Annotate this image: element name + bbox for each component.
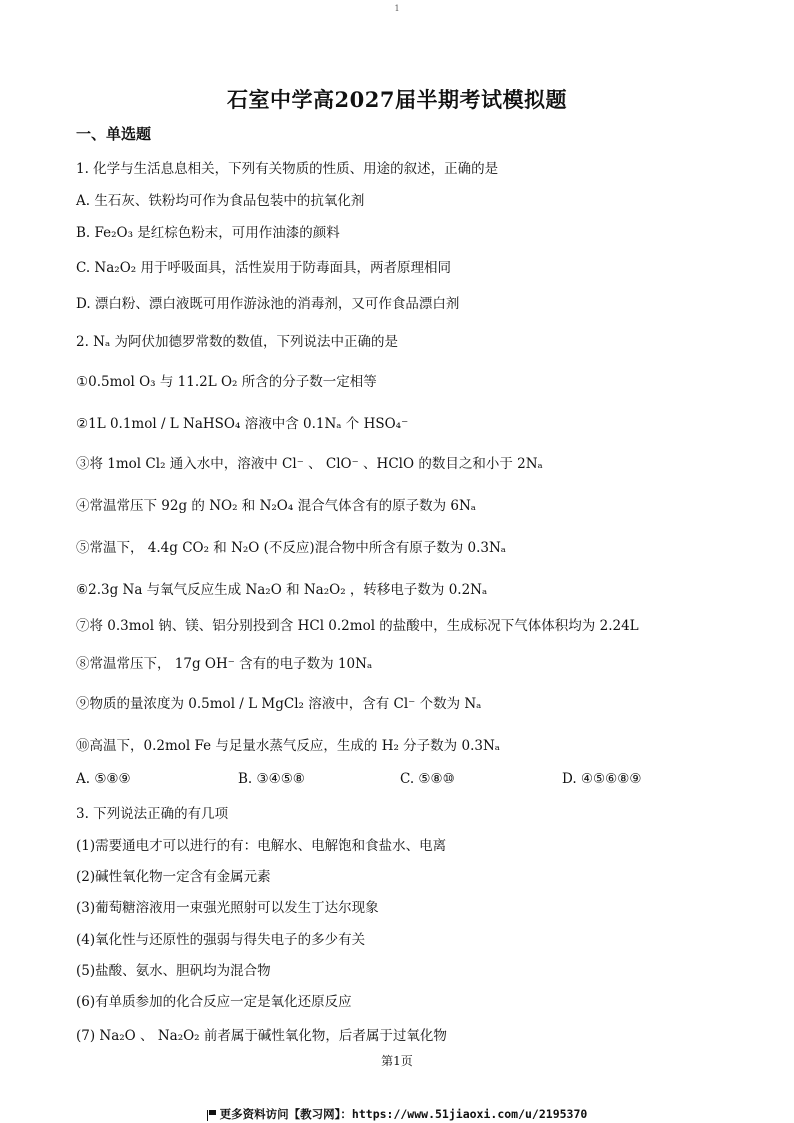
question-1-option-a: A. 生石灰、铁粉均可作为食品包装中的抗氧化剂 (76, 193, 365, 209)
footer-resource-link[interactable] (0, 1106, 794, 1122)
question-1-stem: 1. 化学与生活息息相关，下列有关物质的性质、用途的叙述，正确的是 (76, 161, 499, 177)
exam-title: 石室中学高2027届半期考试模拟题 (227, 87, 567, 112)
footer-link-text[interactable]: 更多资料访问【教习网】：https://www.51jiaoxi.com/u/2195370 (219, 1107, 588, 1121)
question-3-item-2: (2)碱性氧化物一定含有金属元素 (76, 869, 271, 885)
question-2-option-c: C. ⑤⑧⑩ (400, 771, 455, 787)
question-3-item-3: (3)葡萄糖溶液用一束强光照射可以发生丁达尔现象 (76, 900, 379, 916)
question-1-option-d: D. 漂白粉、漂白液既可用作游泳池的消毒剂，又可作食品漂白剂 (76, 296, 460, 312)
page-number: 第1页 (381, 1054, 413, 1068)
flag-icon (207, 1110, 216, 1119)
question-2-statement-6: ⑥2.3g Na 与氧气反应生成 Na₂O 和 Na₂O₂ ，转移电子数为 0.2Nₐ (76, 582, 488, 598)
section-heading: 一、单选题 (76, 125, 152, 143)
question-2-statement-3: ③将 1mol Cl₂ 通入水中，溶液中 Cl⁻ 、 ClO⁻ 、HClO 的数目之和小于 2Nₐ (76, 456, 543, 472)
question-3-item-7: (7) Na₂O 、 Na₂O₂ 前者属于碱性氧化物，后者属于过氧化物 (76, 1028, 447, 1044)
question-2-option-d: D. ④⑤⑥⑧⑨ (562, 771, 642, 787)
question-2-statement-9: ⑨物质的量浓度为 0.5mol / L MgCl₂ 溶液中，含有 Cl⁻ 个数为 Nₐ (76, 696, 482, 712)
question-2-statement-5: ⑤常温下， 4.4g CO₂ 和 N₂O (不反应)混合物中所含有原子数为 0.3Nₐ (76, 540, 506, 556)
question-3-item-5: (5)盐酸、氨水、胆矾均为混合物 (76, 963, 271, 979)
question-2-statement-7: ⑦将 0.3mol 钠、镁、铝分别投到含 HCl 0.2mol 的盐酸中，生成标况下气体体积均为 2.24L (76, 618, 639, 634)
question-3-item-4: (4)氧化性与还原性的强弱与得失电子的多少有关 (76, 932, 366, 948)
page-top-mark: 1 (394, 4, 400, 13)
question-2-statement-4: ④常温常压下 92g 的 NO₂ 和 N₂O₄ 混合气体含有的原子数为 6Nₐ (76, 498, 476, 514)
question-2-statement-10: ⑩高温下，0.2mol Fe 与足量水蒸气反应，生成的 H₂ 分子数为 0.3Nₐ (76, 738, 500, 754)
question-2-statement-8: ⑧常温常压下， 17g OH⁻ 含有的电子数为 10Nₐ (76, 656, 373, 672)
question-3-stem: 3. 下列说法正确的有几项 (76, 806, 229, 822)
question-2-option-b: B. ③④⑤⑧ (238, 771, 305, 787)
question-3-item-6: (6)有单质参加的化合反应一定是氧化还原反应 (76, 994, 352, 1010)
question-1-option-c: C. Na₂O₂ 用于呼吸面具，活性炭用于防毒面具，两者原理相同 (76, 260, 451, 276)
question-2-statement-2: ②1L 0.1mol / L NaHSO₄ 溶液中含 0.1Nₐ 个 HSO₄⁻ (76, 416, 409, 432)
question-2-stem: 2. Nₐ 为阿伏加德罗常数的数值，下列说法中正确的是 (76, 334, 398, 350)
question-2-statement-1: ①0.5mol O₃ 与 11.2L O₂ 所含的分子数一定相等 (76, 374, 377, 390)
question-2-option-a: A. ⑤⑧⑨ (76, 771, 131, 787)
question-1-option-b: B. Fe₂O₃ 是红棕色粉末，可用作油漆的颜料 (76, 225, 340, 241)
question-3-item-1: (1)需要通电才可以进行的有：电解水、电解饱和食盐水、电离 (76, 838, 447, 854)
